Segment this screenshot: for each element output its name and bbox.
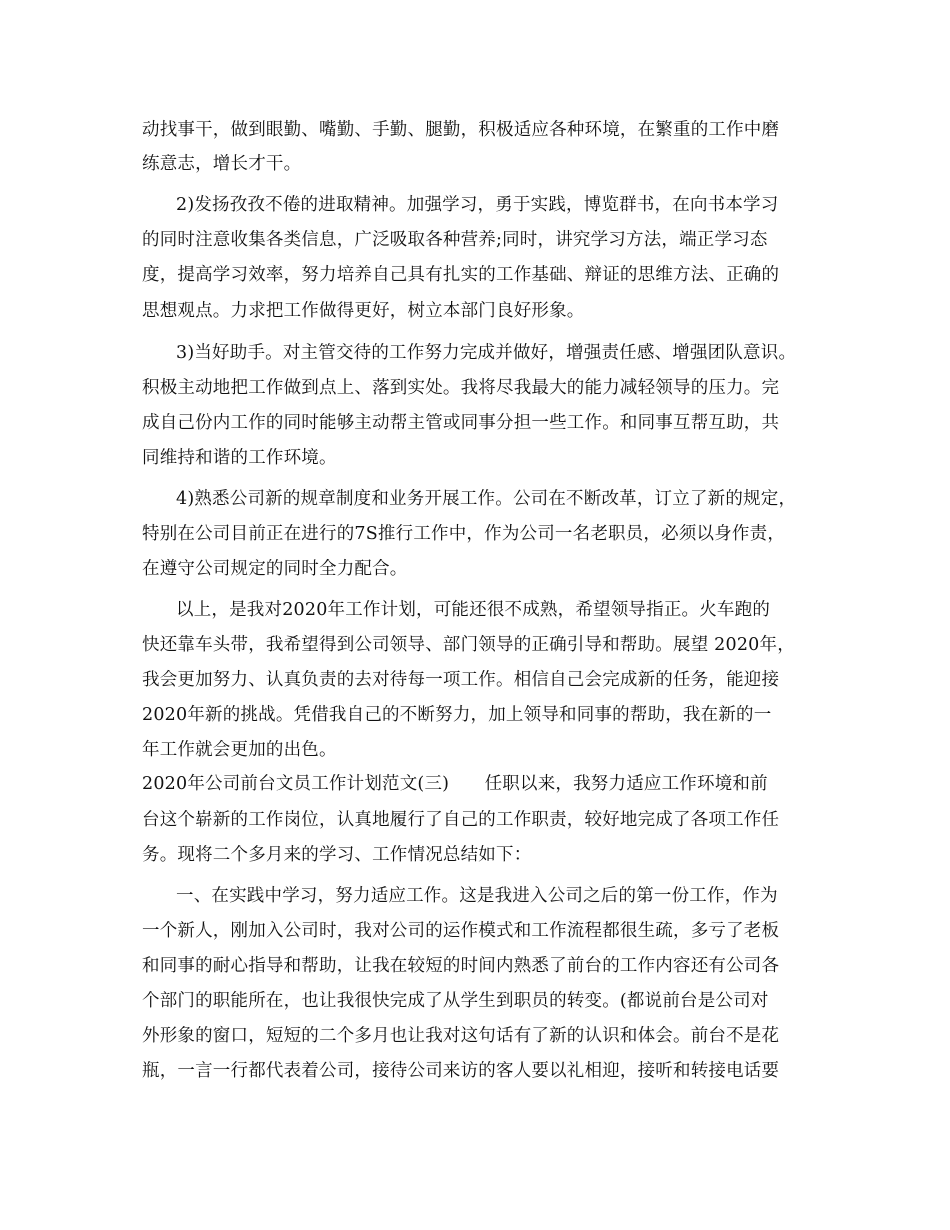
text-line: 个部门的职能所在，也让我很快完成了从学生到职员的转变。(都说前台是公司对	[142, 991, 769, 1011]
text-line: 3)当好助手。对主管交待的工作努力完成并做好，增强责任感、增强团队意识。	[176, 343, 797, 363]
text-line: 和同事的耐心指导和帮助，让我在较短的时间内熟悉了前台的工作内容还有公司各	[142, 956, 780, 976]
text-line: 练意志，增长才干。	[142, 154, 302, 174]
text-line: 一、在实践中学习，努力适应工作。这是我进入公司之后的第一份工作，作为	[176, 886, 778, 906]
text-line: 年工作就会更加的出色。	[142, 740, 337, 760]
text-line: 2020年新的挑战。凭借我自己的不断努力，加上领导和同事的帮助，我在新的一	[142, 705, 772, 725]
text-line: 2020年公司前台文员工作计划范文(三) 任职以来，我努力适应工作环境和前	[142, 774, 768, 794]
text-line: 台这个崭新的工作岗位，认真地履行了自己的工作职责，较好地完成了各项工作任	[142, 810, 780, 830]
text-line: 动找事干，做到眼勤、嘴勤、手勤、腿勤，积极适应各种环境，在繁重的工作中磨	[142, 120, 780, 140]
text-line: 特别在公司目前正在进行的7S推行工作中，作为公司一名老职员，必须以身作责，	[142, 524, 786, 544]
text-line: 外形象的窗口，短短的二个多月也让我对这句话有了新的认识和体会。前台不是花	[142, 1026, 780, 1046]
text-line: 的同时注意收集各类信息，广泛吸取各种营养;同时，讲究学习方法，端正学习态	[142, 230, 768, 250]
text-line: 度，提高学习效率，努力培养自己具有扎实的工作基础、辩证的思维方法、正确的	[142, 265, 780, 285]
text-line: 以上，是我对2020年工作计划，可能还很不成熟，希望领导指正。火车跑的	[176, 600, 771, 620]
text-line: 思想观点。力求把工作做得更好，树立本部门良好形象。	[142, 301, 585, 321]
text-line: 积极主动地把工作做到点上、落到实处。我将尽我最大的能力减轻领导的压力。完	[142, 378, 780, 398]
text-line: 2)发扬孜孜不倦的进取精神。加强学习，勇于实践，博览群书，在向书本学习	[176, 195, 779, 215]
text-line: 在遵守公司规定的同时全力配合。	[142, 559, 408, 579]
text-line: 瓶，一言一行都代表着公司，接待公司来访的客人要以礼相迎，接听和转接电话要	[142, 1061, 780, 1081]
text-line: 我会更加努力、认真负责的去对待每一项工作。相信自己会完成新的任务，能迎接	[142, 670, 780, 690]
text-line: 务。现将二个多月来的学习、工作情况总结如下：	[142, 845, 532, 865]
text-line: 同维持和谐的工作环境。	[142, 448, 337, 468]
text-line: 一个新人，刚加入公司时，我对公司的运作模式和工作流程都很生疏，多亏了老板	[142, 921, 780, 941]
text-line: 4)熟悉公司新的规章制度和业务开展工作。公司在不断改革，订立了新的规定，	[176, 489, 797, 509]
text-line: 快还靠车头带，我希望得到公司领导、部门领导的正确引导和帮助。展望 2020年，	[142, 635, 795, 655]
text-line: 成自己份内工作的同时能够主动帮主管或同事分担一些工作。和同事互帮互助，共	[142, 413, 780, 433]
